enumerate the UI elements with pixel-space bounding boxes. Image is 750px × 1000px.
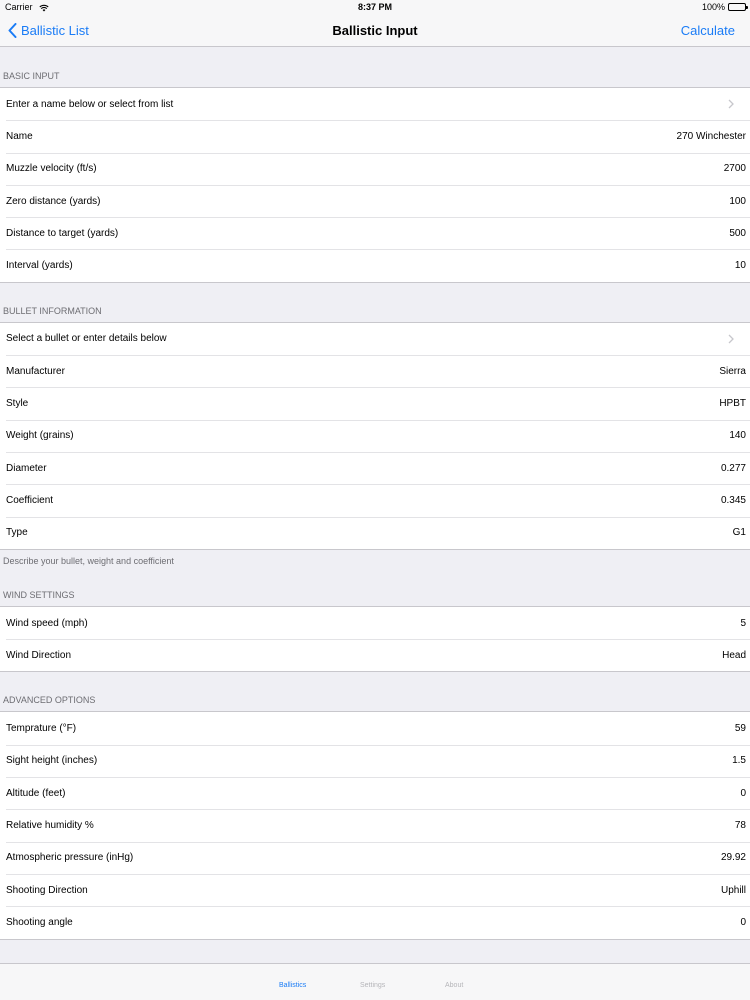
- row-value[interactable]: 140: [729, 430, 746, 442]
- row-label: Relative humidity %: [6, 819, 94, 831]
- row-atmospheric-pressure[interactable]: [0, 842, 750, 874]
- row-value[interactable]: 100: [729, 195, 746, 207]
- tab-bar: [0, 963, 750, 1000]
- row-value[interactable]: 78: [734, 819, 746, 831]
- row-label: Coefficient: [6, 494, 54, 506]
- section-header-wind: WIND SETTINGS: [3, 589, 75, 600]
- section-header-advanced: ADVANCED OPTIONS: [3, 695, 96, 706]
- row-value[interactable]: 0.277: [720, 462, 746, 474]
- battery-percent: 100%: [701, 2, 725, 12]
- row-sight-height[interactable]: [0, 745, 750, 777]
- row-value[interactable]: 0.345: [720, 494, 746, 506]
- bullet-information-table: [0, 322, 750, 550]
- chevron-right-icon: [728, 334, 734, 344]
- row-temperature[interactable]: [0, 712, 750, 744]
- row-wind-direction[interactable]: [0, 639, 750, 671]
- section-footer-bullet: Describe your bullet, weight and coefficient: [3, 555, 174, 566]
- section-header-basic: BASIC INPUT: [3, 71, 60, 81]
- row-value[interactable]: 500: [729, 227, 746, 239]
- row-value[interactable]: 29.92: [720, 852, 746, 864]
- section-header-bullet: BULLET INFORMATION: [3, 305, 102, 316]
- select-bullet-row[interactable]: [0, 323, 750, 355]
- row-name[interactable]: [0, 120, 750, 152]
- row-zero-distance[interactable]: [0, 185, 750, 217]
- row-relative-humidity[interactable]: [0, 809, 750, 841]
- status-bar: [0, 0, 750, 14]
- select-bullet-label: Select a bullet or enter details below: [6, 333, 167, 345]
- row-manufacturer[interactable]: [0, 355, 750, 387]
- row-label: Type: [6, 527, 28, 539]
- row-distance-to-target[interactable]: [0, 217, 750, 249]
- select-from-list-row[interactable]: [0, 88, 750, 120]
- basic-input-table: [0, 87, 750, 283]
- row-label: Interval (yards): [6, 260, 73, 272]
- row-diameter[interactable]: [0, 452, 750, 484]
- row-altitude[interactable]: [0, 777, 750, 809]
- row-value[interactable]: 270 Winchester: [676, 130, 746, 142]
- row-label: Shooting Direction: [6, 884, 88, 896]
- row-label: Wind Direction: [6, 649, 72, 661]
- row-value[interactable]: G1: [732, 527, 746, 539]
- tab-ballistics[interactable]: Ballistics: [279, 982, 307, 989]
- select-from-list-label: Enter a name below or select from list: [6, 98, 174, 110]
- row-weight[interactable]: [0, 420, 750, 452]
- row-label: Weight (grains): [6, 430, 74, 442]
- row-label: Shooting angle: [6, 916, 73, 928]
- row-label: Sight height (inches): [6, 755, 98, 767]
- row-value[interactable]: Head: [722, 649, 746, 661]
- row-label: Name: [6, 130, 33, 142]
- row-wind-speed[interactable]: [0, 607, 750, 639]
- navigation-bar: [0, 14, 750, 47]
- row-muzzle-velocity[interactable]: [0, 153, 750, 185]
- row-value[interactable]: Uphill: [720, 884, 746, 896]
- row-label: Temprature (°F): [6, 723, 77, 735]
- row-label: Altitude (feet): [6, 787, 66, 799]
- back-button-label: Ballistic List: [21, 23, 89, 38]
- carrier-label: Carrier: [5, 2, 33, 12]
- back-button[interactable]: [8, 14, 89, 47]
- row-value[interactable]: 0: [740, 916, 746, 928]
- row-type[interactable]: [0, 517, 750, 549]
- advanced-options-table: [0, 711, 750, 939]
- row-label: Diameter: [6, 462, 47, 474]
- row-shooting-angle[interactable]: [0, 906, 750, 938]
- row-value[interactable]: 2700: [723, 163, 746, 175]
- tab-settings[interactable]: Settings: [360, 982, 386, 989]
- row-value[interactable]: 5: [740, 617, 746, 629]
- row-label: Style: [6, 398, 29, 410]
- row-coefficient[interactable]: [0, 484, 750, 516]
- chevron-right-icon: [728, 99, 734, 109]
- calculate-button[interactable]: Calculate: [680, 23, 735, 38]
- row-label: Muzzle velocity (ft/s): [6, 163, 97, 175]
- row-label: Atmospheric pressure (inHg): [6, 852, 134, 864]
- battery-info: [702, 0, 746, 14]
- row-label: Wind speed (mph): [6, 617, 88, 629]
- row-value[interactable]: HPBT: [719, 398, 746, 410]
- row-value[interactable]: 10: [734, 260, 746, 272]
- status-time: 8:37 PM: [357, 2, 392, 12]
- page-title: Ballistic Input: [332, 23, 418, 38]
- row-value[interactable]: 59: [734, 723, 746, 735]
- wind-settings-table: [0, 606, 750, 673]
- row-style[interactable]: [0, 387, 750, 419]
- row-value[interactable]: 0: [740, 787, 746, 799]
- row-shooting-direction[interactable]: [0, 874, 750, 906]
- form-content: [0, 48, 750, 963]
- row-label: Distance to target (yards): [6, 227, 119, 239]
- tab-about[interactable]: About: [445, 982, 464, 989]
- chevron-left-icon: [8, 23, 17, 38]
- battery-icon: [728, 3, 746, 11]
- row-label: Zero distance (yards): [6, 195, 101, 207]
- row-value[interactable]: Sierra: [719, 365, 746, 377]
- row-value[interactable]: 1.5: [732, 755, 746, 767]
- row-label: Manufacturer: [6, 365, 65, 377]
- row-interval[interactable]: [0, 249, 750, 281]
